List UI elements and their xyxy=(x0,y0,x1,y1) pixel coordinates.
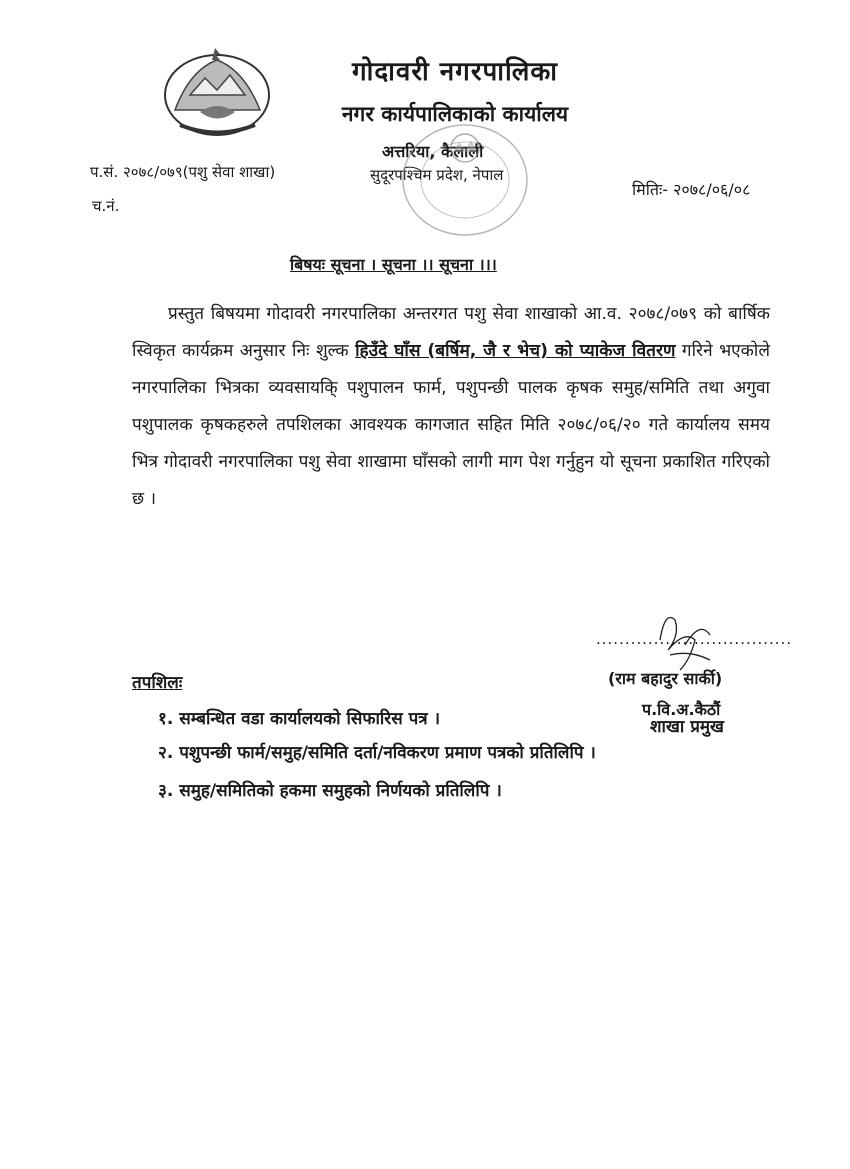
annex-item-2: २. पशुपन्छी फार्म/समुह/समिति दर्ता/नविकरण प्रमाण पत्रको प्रतिलिपि । xyxy=(158,743,596,763)
annex-item-3: ३. समुह/समितिको हकमा समुहको निर्णयको प्रतिलिपि । xyxy=(158,781,502,801)
reference-number: प.सं. २०७८/०७९(पशु सेवा शाखा) xyxy=(90,163,276,181)
subject-line: बिषयः सूचना । सूचना ।। सूचना ।।। xyxy=(290,255,497,274)
signatory-role: शाखा प्रमुख xyxy=(650,717,724,737)
letter-date: मितिः- २०७८/०६/०८ xyxy=(632,180,751,199)
body-text-2: गरिने भएकोले नगरपालिका भित्रका व्यवसायकि् पशुपालन फार्म, पशुपन्छी पालक कृषक समुह/समिति तथा अगुवा पशुपालक कृषकहरुले तपशिलका आवश्यक कागजात सहित मिति २०७८/०६/२० गते कार्यालय समय भित्र गोदावरी नगरपालिका पशु सेवा शाखामा घाँसको लागी माग पेश गर्नुहुन यो सूचना प्रकाशित गरिएको छ । xyxy=(132,341,770,509)
office-place: अत्तरिया, कैलाली xyxy=(382,142,484,161)
signature-dots: .................................. xyxy=(596,630,793,648)
annex-heading: तपशिलः xyxy=(132,673,183,693)
signatory-designation: प.वि.अ.कैठौं xyxy=(642,700,721,719)
body-text-1: प्रस्तुत बिषयमा गोदावरी नगरपालिका अन्तरगत पशु सेवा शाखाको आ.व. २०७८/०७९ को बार्षिक स्विकृत कार्यक्रम अनुसार निः शुल्क xyxy=(132,304,770,361)
office-title: नगर कार्यपालिकाको कार्यालय xyxy=(341,102,569,126)
annex-item-1: १. सम्बन्धित वडा कार्यालयको सिफारिस पत्र । xyxy=(158,709,441,729)
signatory-name: (राम बहादुर सार्की) xyxy=(608,669,723,688)
office-stamp xyxy=(395,118,535,248)
notice-body xyxy=(132,296,770,518)
body-highlight: हिउँदे घाँस (बर्षिम, जै र भेच) को प्याकेज वितरण xyxy=(355,341,676,361)
dispatch-number: च.नं. xyxy=(92,197,120,215)
municipality-title: गोदावरी नगरपालिका xyxy=(351,57,559,87)
office-province: सुदूरपश्चिम प्रदेश, नेपाल xyxy=(370,166,504,184)
